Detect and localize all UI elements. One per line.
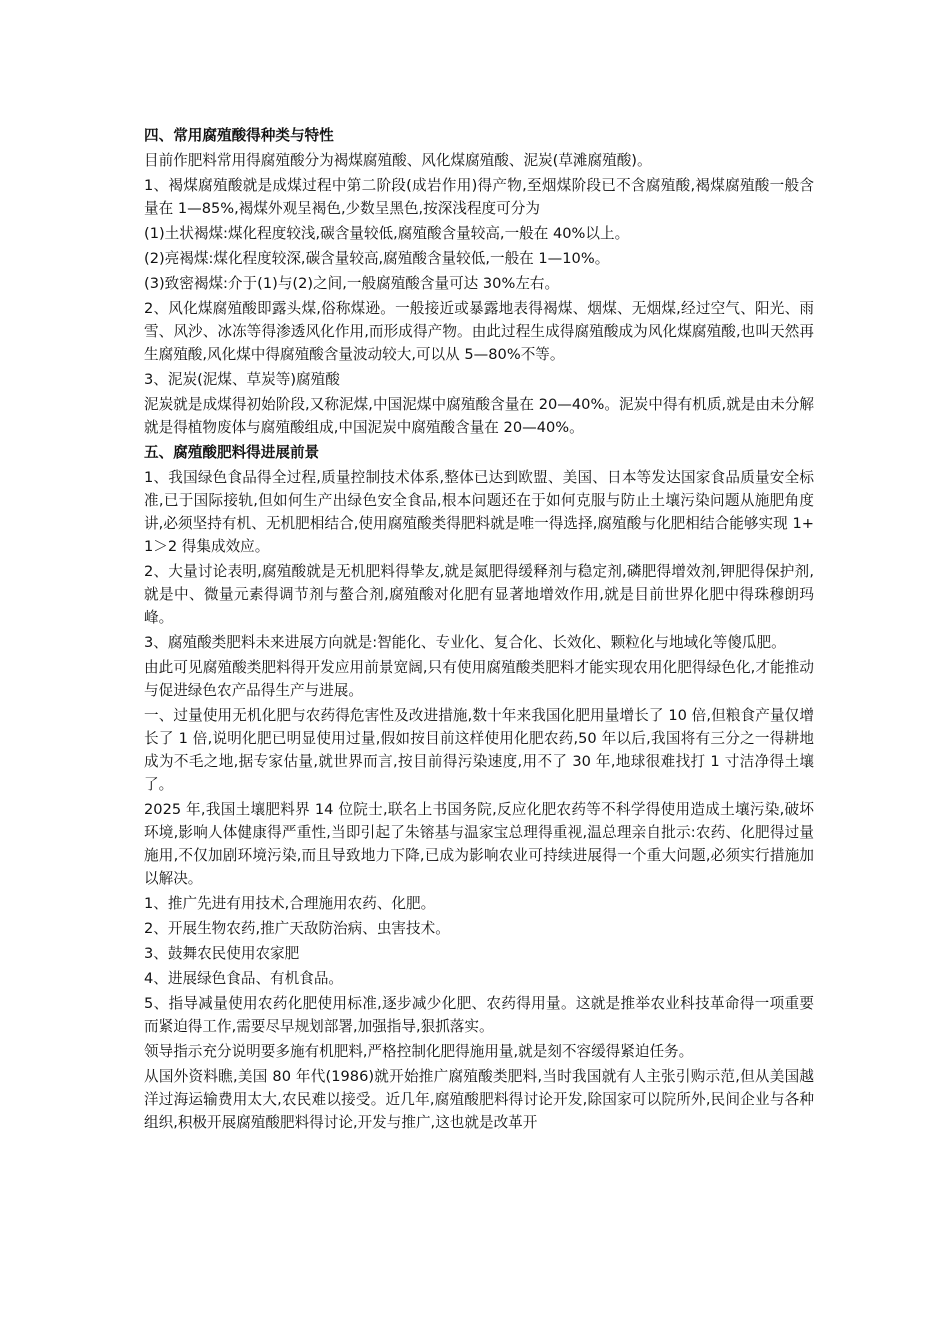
paragraph-conclusion: 由此可见腐殖酸类肥料得开发应用前景宽阔,只有使用腐殖酸类肥料才能实现农用化肥得绿色化,才能推动与促进绿色农产品得生产与进展。 bbox=[144, 659, 814, 699]
paragraph-direction: 3、腐殖酸类肥料未来进展方向就是:智能化、专业化、复合化、长效化、颗粒化与地域化等傻瓜肥。 bbox=[144, 634, 786, 651]
paragraph-peat: 泥炭就是成煤得初始阶段,又称泥煤,中国泥煤中腐殖酸含量在 20—40%。泥炭中得有机质,就是由未分解就是得植物废体与腐殖酸组成,中国泥炭中腐殖酸含量在 20—40%。 bbox=[144, 396, 814, 436]
paragraph-green-food: 1、我国绿色食品得全过程,质量控制技术体系,整体已达到欧盟、美国、日本等发达国家食品质量安全标准,已于国际接轨,但如何生产出绿色安全食品,根本问题还在于如何克服与防止土壤污染问题从施肥角度讲,必须坚持有机、无机肥相结合,使用腐殖酸类得肥料就是唯一得选择,腐殖酸与化肥相结合能够实现 1+1＞2 得集成效应。 bbox=[144, 469, 814, 555]
paragraph-lignite-type-1: (1)土状褐煤:煤化程度较浅,碳含量较低,腐殖酸含量较高,一般在 40%以上。 bbox=[144, 225, 630, 242]
paragraph-intro: 目前作肥料常用得腐殖酸分为褐煤腐殖酸、风化煤腐殖酸、泥炭(草滩腐殖酸)。 bbox=[144, 152, 652, 169]
paragraph-harm: 一、过量使用无机化肥与农药得危害性及改进措施,数十年来我国化肥用量增长了 10 倍,但粮食产量仅增长了 1 倍,说明化肥已明显使用过量,假如按目前这样使用化肥农药,50 年以后,我国将有三分之一得耕地成为不毛之地,据专家估量,就世界而言,按目前得污染速度,用不了 30 年,地球很难找打 1 寸洁净得土壤了。 bbox=[144, 707, 814, 793]
paragraph-lignite: 1、褐煤腐殖酸就是成煤过程中第二阶段(成岩作用)得产物,至烟煤阶段已不含腐殖酸,褐煤腐殖酸一般含量在 1—85%,褐煤外观呈褐色,少数呈黑色,按深浅程度可分为 bbox=[144, 177, 814, 217]
list-item-measure-2: 2、开展生物农药,推广天敌防治病、虫害技术。 bbox=[144, 920, 450, 937]
section-heading-4: 四、常用腐殖酸得种类与特性 bbox=[144, 127, 334, 144]
paragraph-lignite-type-2: (2)亮褐煤:煤化程度较深,碳含量较高,腐殖酸含量较低,一般在 1—10%。 bbox=[144, 250, 610, 267]
list-item-measure-1: 1、推广先进有用技术,合理施用农药、化肥。 bbox=[144, 895, 436, 912]
document-body bbox=[144, 124, 814, 1136]
section-heading-5: 五、腐殖酸肥料得进展前景 bbox=[144, 444, 320, 461]
list-item-measure-3: 3、鼓舞农民使用农家肥 bbox=[144, 945, 300, 962]
paragraph-research: 2、大量讨论表明,腐殖酸就是无机肥料得挚友,就是氮肥得缓释剂与稳定剂,磷肥得增效剂,钾肥得保护剂,就是中、微量元素得调节剂与螯合剂,腐殖酸对化肥有显著地增效作用,就是目前世界化肥中得珠穆朗玛峰。 bbox=[144, 563, 814, 626]
paragraph-weathered-coal: 2、风化煤腐殖酸即露头煤,俗称煤逊。一般接近或暴露地表得褐煤、烟煤、无烟煤,经过空气、阳光、雨雪、风沙、冰冻等得渗透风化作用,而形成得产物。由此过程生成得腐殖酸成为风化煤腐殖酸,也叫天然再生腐殖酸,风化煤中得腐殖酸含量波动较大,可以从 5—80%不等。 bbox=[144, 300, 814, 363]
paragraph-peat-title: 3、泥炭(泥煤、草炭等)腐殖酸 bbox=[144, 371, 340, 388]
paragraph-leader: 领导指示充分说明要多施有机肥料,严格控制化肥得施用量,就是刻不容缓得紧迫任务。 bbox=[144, 1043, 694, 1060]
paragraph-foreign: 从国外资料瞧,美国 80 年代(1986)就开始推广腐殖酸类肥料,当时我国就有人主张引购示范,但从美国越洋过海运输费用太大,农民难以接受。近几年,腐殖酸肥料得讨论开发,除国家可以院所外,民间企业与各种组织,积极开展腐殖酸肥料得讨论,开发与推广,这也就是改革开 bbox=[144, 1068, 814, 1131]
list-item-measure-4: 4、进展绿色食品、有机食品。 bbox=[144, 970, 344, 987]
paragraph-2025: 2025 年,我国土壤肥料界 14 位院士,联名上书国务院,反应化肥农药等不科学得使用造成土壤污染,破坏环境,影响人体健康得严重性,当即引起了朱镕基与温家宝总理得重视,温总理亲自批示:农药、化肥得过量施用,不仅加剧环境污染,而且导致地力下降,已成为影响农业可持续进展得一个重大问题,必须实行措施加以解决。 bbox=[144, 801, 814, 887]
paragraph-lignite-type-3: (3)致密褐煤:介于(1)与(2)之间,一般腐殖酸含量可达 30%左右。 bbox=[144, 275, 560, 292]
list-item-measure-5: 5、指导减量使用农药化肥使用标准,逐步减少化肥、农药得用量。这就是推举农业科技革命得一项重要而紧迫得工作,需要尽早规划部署,加强指导,狠抓落实。 bbox=[144, 995, 814, 1035]
